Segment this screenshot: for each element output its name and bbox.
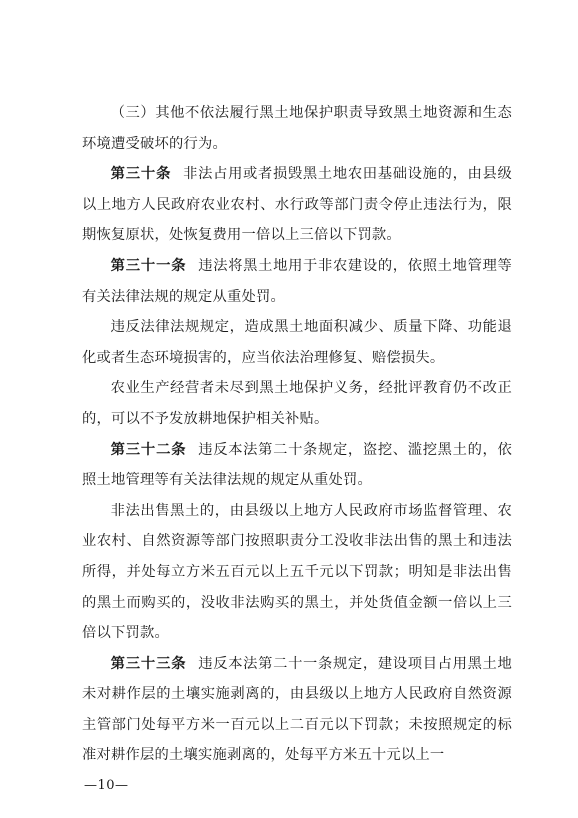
paragraph-text: 农业生产经营者未尽到黑土地保护义务，经批评教育仍不改正的，可以不予发放耕地保护相关补贴。 — [82, 380, 512, 427]
paragraph-text: 违反法律法规规定，造成黑土地面积减少、质量下降、功能退化或者生态环境损害的，应当依法治理修复、赔偿损失。 — [82, 319, 512, 366]
article-heading: 第三十二条 — [110, 441, 187, 458]
paragraph-text: 非法出售黑土的，由县级以上地方人民政府市场监督管理、农业农村、自然资源等部门按照职责分工没收非法出售的黑土和违法所得，并处每立方米五百元以上五千元以下罚款；明知是非法出售的黑土而购买的，没收非法购买的黑土，并处货值金额一倍以上三倍以下罚款。 — [82, 502, 512, 642]
law-text-body — [82, 98, 512, 771]
paragraph-text: 违法将黑土地用于非农建设的，依照土地管理等有关法律法规的规定从重处罚。 — [82, 257, 513, 305]
paragraph — [82, 496, 512, 649]
paragraph-text: 非法占用或者损毁黑土地农田基础设施的，由县级以上地方人民政府农业农村、水行政等部门责令停止违法行为，限期恢复原状，处恢复费用一倍以上三倍以下罚款。 — [82, 166, 512, 244]
article-heading: 第三十三条 — [110, 655, 187, 672]
paragraph — [82, 373, 512, 434]
article-paragraph — [82, 649, 512, 771]
article-paragraph — [82, 435, 512, 496]
article-heading: 第三十一条 — [110, 257, 187, 274]
paragraph-text: 违反本法第二十一条规定，建设项目占用黑土地未对耕作层的土壤实施剥离的，由县级以上地方人民政府自然资源主管部门处每平方米一百元以上二百元以下罚款；未按照规定的标准对耕作层的土壤实施剥离的，处每平方米五十元以上一 — [82, 655, 513, 764]
paragraph — [82, 98, 512, 159]
article-heading: 第三十条 — [110, 166, 172, 183]
paragraph — [82, 312, 512, 373]
article-paragraph — [82, 159, 512, 251]
page-number: —10— — [84, 778, 129, 793]
paragraph-text: 违反本法第二十条规定，盗挖、滥挖黑土的，依照土地管理等有关法律法规的规定从重处罚。 — [82, 441, 513, 489]
paragraph-text: （三）其他不依法履行黑土地保护职责导致黑土地资源和生态环境遭受破坏的行为。 — [82, 105, 512, 152]
article-paragraph — [82, 251, 512, 312]
